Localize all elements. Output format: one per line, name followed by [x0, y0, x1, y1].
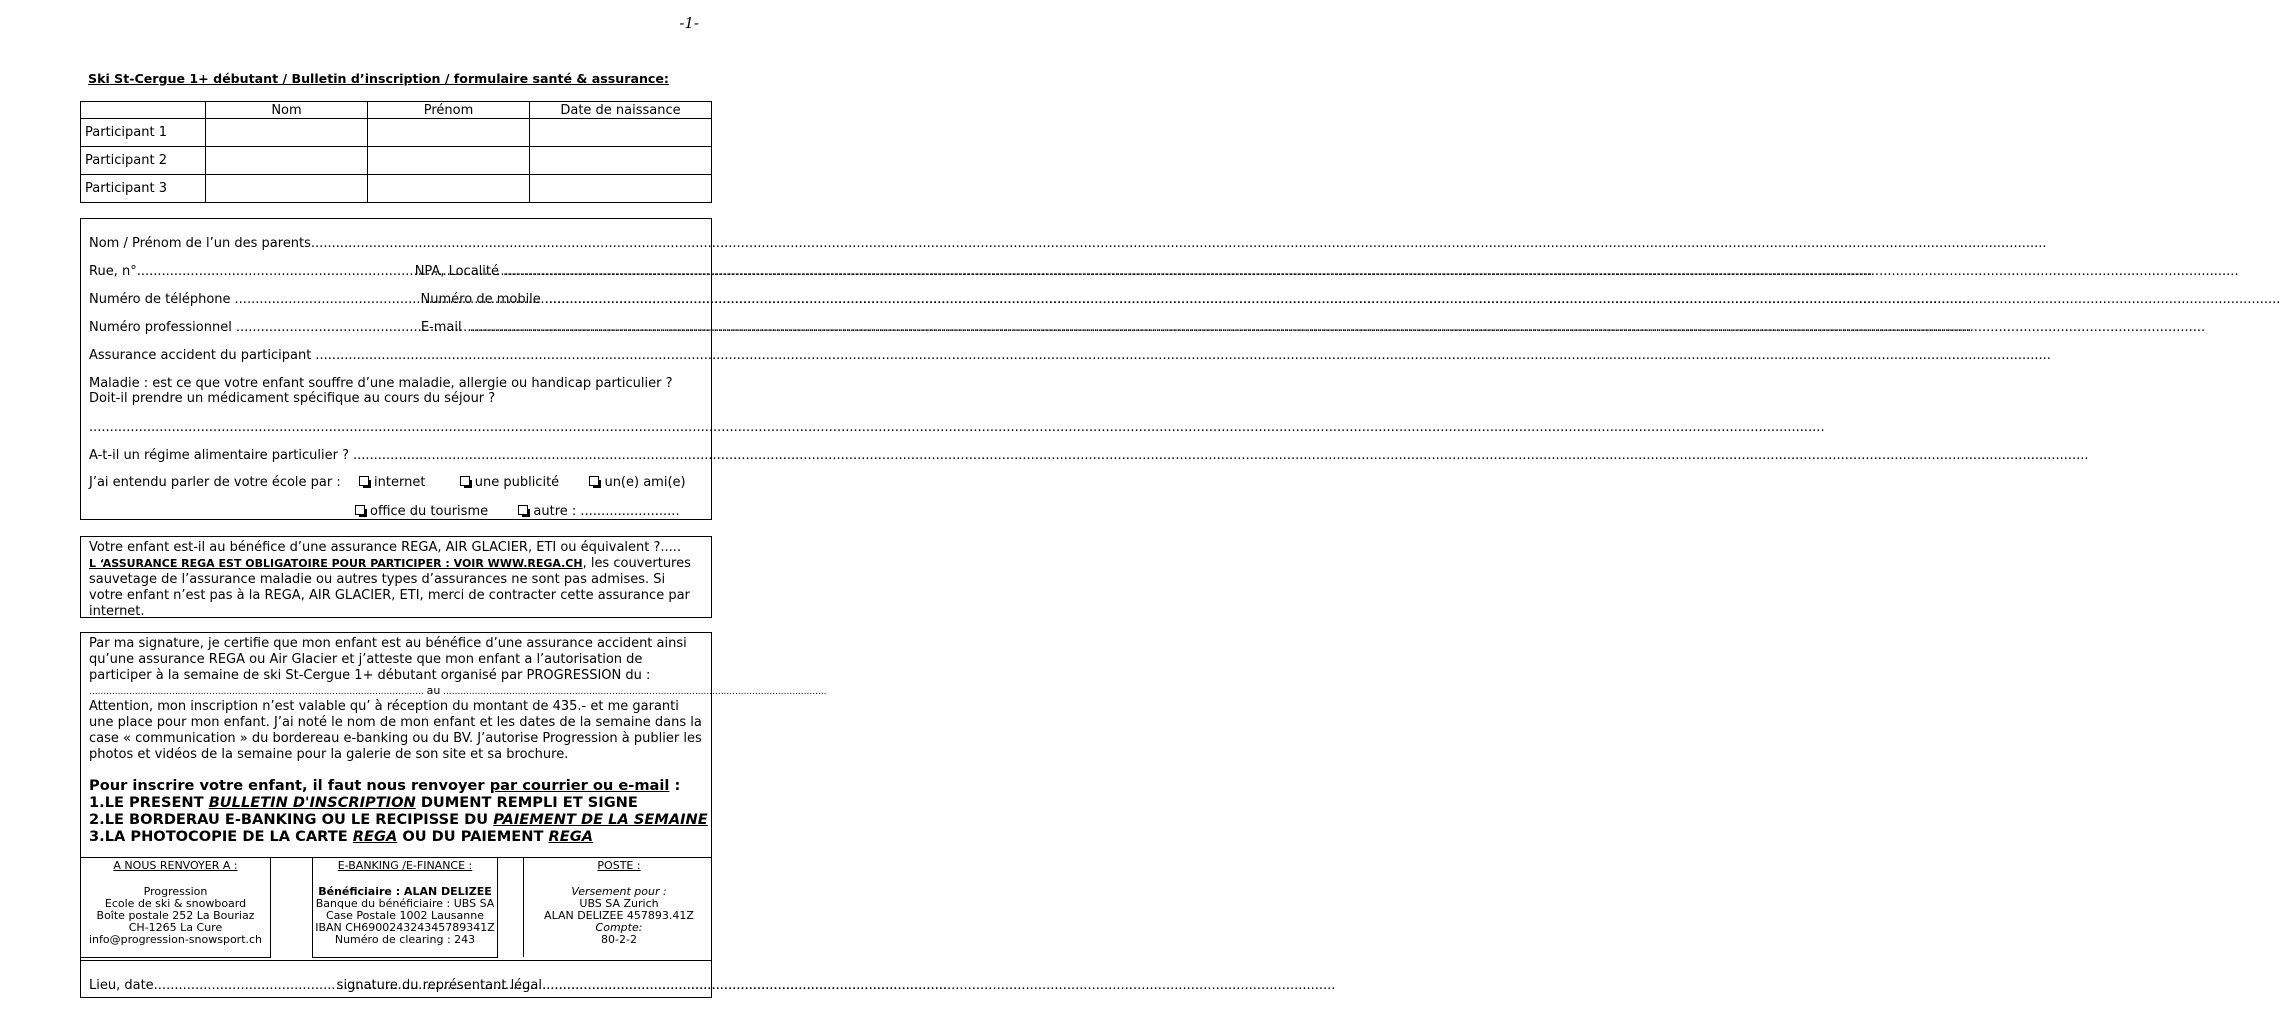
checkbox-icon — [359, 476, 369, 486]
signature-box — [80, 632, 827, 998]
checkbox-icon — [518, 505, 528, 515]
rega-mandatory: L ‘ASSURANCE REGA EST OBLIGATOIRE POUR PARTICIPER : VOIR WWW.REGA.CH — [89, 557, 583, 570]
mobile-field[interactable] — [545, 292, 2280, 308]
email-link[interactable]: info@progression-snowsport.ch — [88, 933, 263, 946]
email-label: E-mail — [420, 320, 462, 335]
attention-text: Attention, mon inscription n’est valable qu’ à réception du montant de 435.- et me garanti une place pour mon enfant. J’ai noté le nom de mon enfant et les dates de la semaine dans la case « communication » du bordereau e-banking ou du BV. J’autorise Progression à publier les photos et vidéos de la semaine pour la galerie de son site et sa brochure. — [89, 699, 702, 762]
signature-label: signature du représentant légal — [336, 978, 543, 993]
phone-row — [89, 292, 689, 308]
heard-row-2 — [355, 504, 680, 520]
nom-cell[interactable] — [206, 175, 368, 203]
medication-question: Doit-il prendre un médicament spécifique au cours du séjour ? — [89, 391, 496, 406]
instruction-item-2: 2.LE BORDERAU E-BANKING OU LE RECIPISSE DU PAIEMENT DE LA SEMAINE — [89, 811, 708, 828]
birthdate-cell[interactable] — [530, 175, 712, 203]
participant-label: Participant 1 — [81, 119, 206, 147]
rega-question: Votre enfant est-il au bénéfice d’une assurance REGA, AIR GLACIER, ETI ou équivalent ?..... — [89, 540, 682, 555]
au-label: au — [426, 684, 441, 697]
illness-answer-field[interactable] — [89, 420, 689, 436]
nom-cell[interactable] — [206, 147, 368, 175]
phone-field[interactable] — [235, 292, 417, 308]
lieu-label: Lieu, date — [89, 978, 154, 993]
table-header-row — [81, 102, 712, 119]
work-phone-label: Numéro professionnel — [89, 320, 232, 335]
beneficiary: Bénéficiaire : ALAN DELIZEE — [318, 885, 492, 898]
heard-row — [89, 475, 686, 491]
address-row — [89, 264, 689, 280]
mail-address-column: A NOUS RENVOYER A : Progression Ecole de ski & snowboard Boîte postale 252 La Bouriaz CH-1265 La Cure info@progression-snowsport.ch — [81, 857, 271, 958]
certification-text: Par ma signature, je certifie que mon enfant est au bénéfice d’une assurance accident ainsi qu’une assurance REGA ou Air Glacier et j’atteste que mon enfant a l’autorisation de participer à la semaine de ski St-Cergue 1+ débutant organisé par PROGRESSION du : — [89, 636, 687, 683]
birthdate-cell[interactable] — [530, 119, 712, 147]
diet-label: A-t-il un régime alimentaire particulier ? — [89, 448, 349, 463]
phone-label: Numéro de téléphone — [89, 292, 231, 307]
instruction-item-1: 1.LE PRESENT BULLETIN D'INSCRIPTION DUMENT REMPLI ET SIGNE — [89, 794, 638, 811]
divider — [81, 960, 711, 961]
ebanking-column: E-BANKING /E-FINANCE : Bénéficiaire : ALAN DELIZEE Banque du bénéficiaire : UBS SA Case Postale 1002 Lausanne IBAN CH690024324345789341Z Numéro de clearing : 243 — [312, 857, 498, 958]
heard-label: J’ai entendu parler de votre école par : — [89, 475, 341, 490]
parent-name-label: Nom / Prénom de l’un des parents — [89, 236, 311, 251]
prenom-cell[interactable] — [368, 119, 530, 147]
checkbox-friend[interactable]: un(e) ami(e) — [589, 475, 685, 490]
participant-label: Participant 3 — [81, 175, 206, 203]
street-label: Rue, n° — [89, 264, 137, 279]
instructions-heading: Pour inscrire votre enfant, il faut nous renvoyer par courrier ou e-mail : — [89, 777, 681, 794]
iban: IBAN CH690024324345789341Z — [315, 921, 495, 934]
work-row — [89, 320, 689, 336]
instruction-item-3: 3.LA PHOTOCOPIE DE LA CARTE REGA OU DU PAIEMENT REGA — [89, 828, 594, 845]
checkbox-tourism[interactable]: office du tourisme — [355, 504, 488, 519]
table-row — [81, 175, 712, 203]
checkbox-icon — [589, 476, 599, 486]
ebanking-header: E-BANKING /E-FINANCE : — [337, 859, 473, 872]
illness-question: Maladie : est ce que votre enfant souffre d’une maladie, allergie ou handicap particulier ? — [89, 376, 673, 391]
table-header-cell — [81, 102, 206, 119]
rega-notice — [80, 536, 712, 618]
page-title: Ski St-Cergue 1+ débutant / Bulletin d’inscription / formulaire santé & assurance: — [88, 71, 669, 86]
table-header-cell: Prénom — [368, 102, 530, 119]
rega-details: , les couvertures sauvetage de l’assurance maladie ou autres types d’assurances ne sont pas admises. Si votre enfant n’est pas à la REGA, AIR GLACIER, ETI, merci de contracter cette assurance par internet. — [89, 556, 691, 619]
street-field[interactable] — [137, 264, 415, 280]
prenom-cell[interactable] — [368, 147, 530, 175]
post-header: POSTE : — [597, 859, 641, 872]
accident-insurance-label: Assurance accident du participant — [89, 348, 312, 363]
nom-cell[interactable] — [206, 119, 368, 147]
email-field[interactable] — [470, 320, 2206, 336]
checkbox-other[interactable]: autre : ........................ — [518, 504, 679, 519]
mobile-label: Numéro de mobile — [420, 292, 541, 307]
accident-insurance-field[interactable] — [89, 348, 689, 364]
table-header-cell: Date de naissance — [530, 102, 712, 119]
table-header-cell: Nom — [206, 102, 368, 119]
mail-header: A NOUS RENVOYER A : — [113, 859, 238, 872]
signature-row — [89, 978, 689, 994]
checkbox-internet[interactable]: internet — [359, 475, 425, 490]
checkbox-icon — [460, 476, 470, 486]
npa-label: NPA, Localité — [414, 264, 499, 279]
contact-form — [80, 218, 712, 520]
signature-field[interactable] — [542, 978, 1335, 994]
participant-label: Participant 2 — [81, 147, 206, 175]
lieu-date-field[interactable] — [154, 978, 337, 994]
dates-field[interactable]: ..................................................................................................................... au ...................................................................................................................................... — [89, 684, 827, 697]
table-row — [81, 119, 712, 147]
table-row — [81, 147, 712, 175]
birthdate-cell[interactable] — [530, 147, 712, 175]
checkbox-ad[interactable]: une publicité — [460, 475, 559, 490]
post-column: POSTE : Versement pour : UBS SA Zurich ALAN DELIZEE 457893.41Z Compte: 80-2-2 — [523, 857, 714, 957]
parent-name-field[interactable] — [89, 236, 689, 252]
work-phone-field[interactable] — [236, 320, 417, 336]
participants-table — [80, 101, 712, 203]
prenom-cell[interactable] — [368, 175, 530, 203]
page-number: -1- — [679, 14, 699, 32]
diet-field[interactable] — [89, 448, 689, 464]
checkbox-icon — [355, 505, 365, 515]
npa-field[interactable] — [503, 264, 2239, 280]
